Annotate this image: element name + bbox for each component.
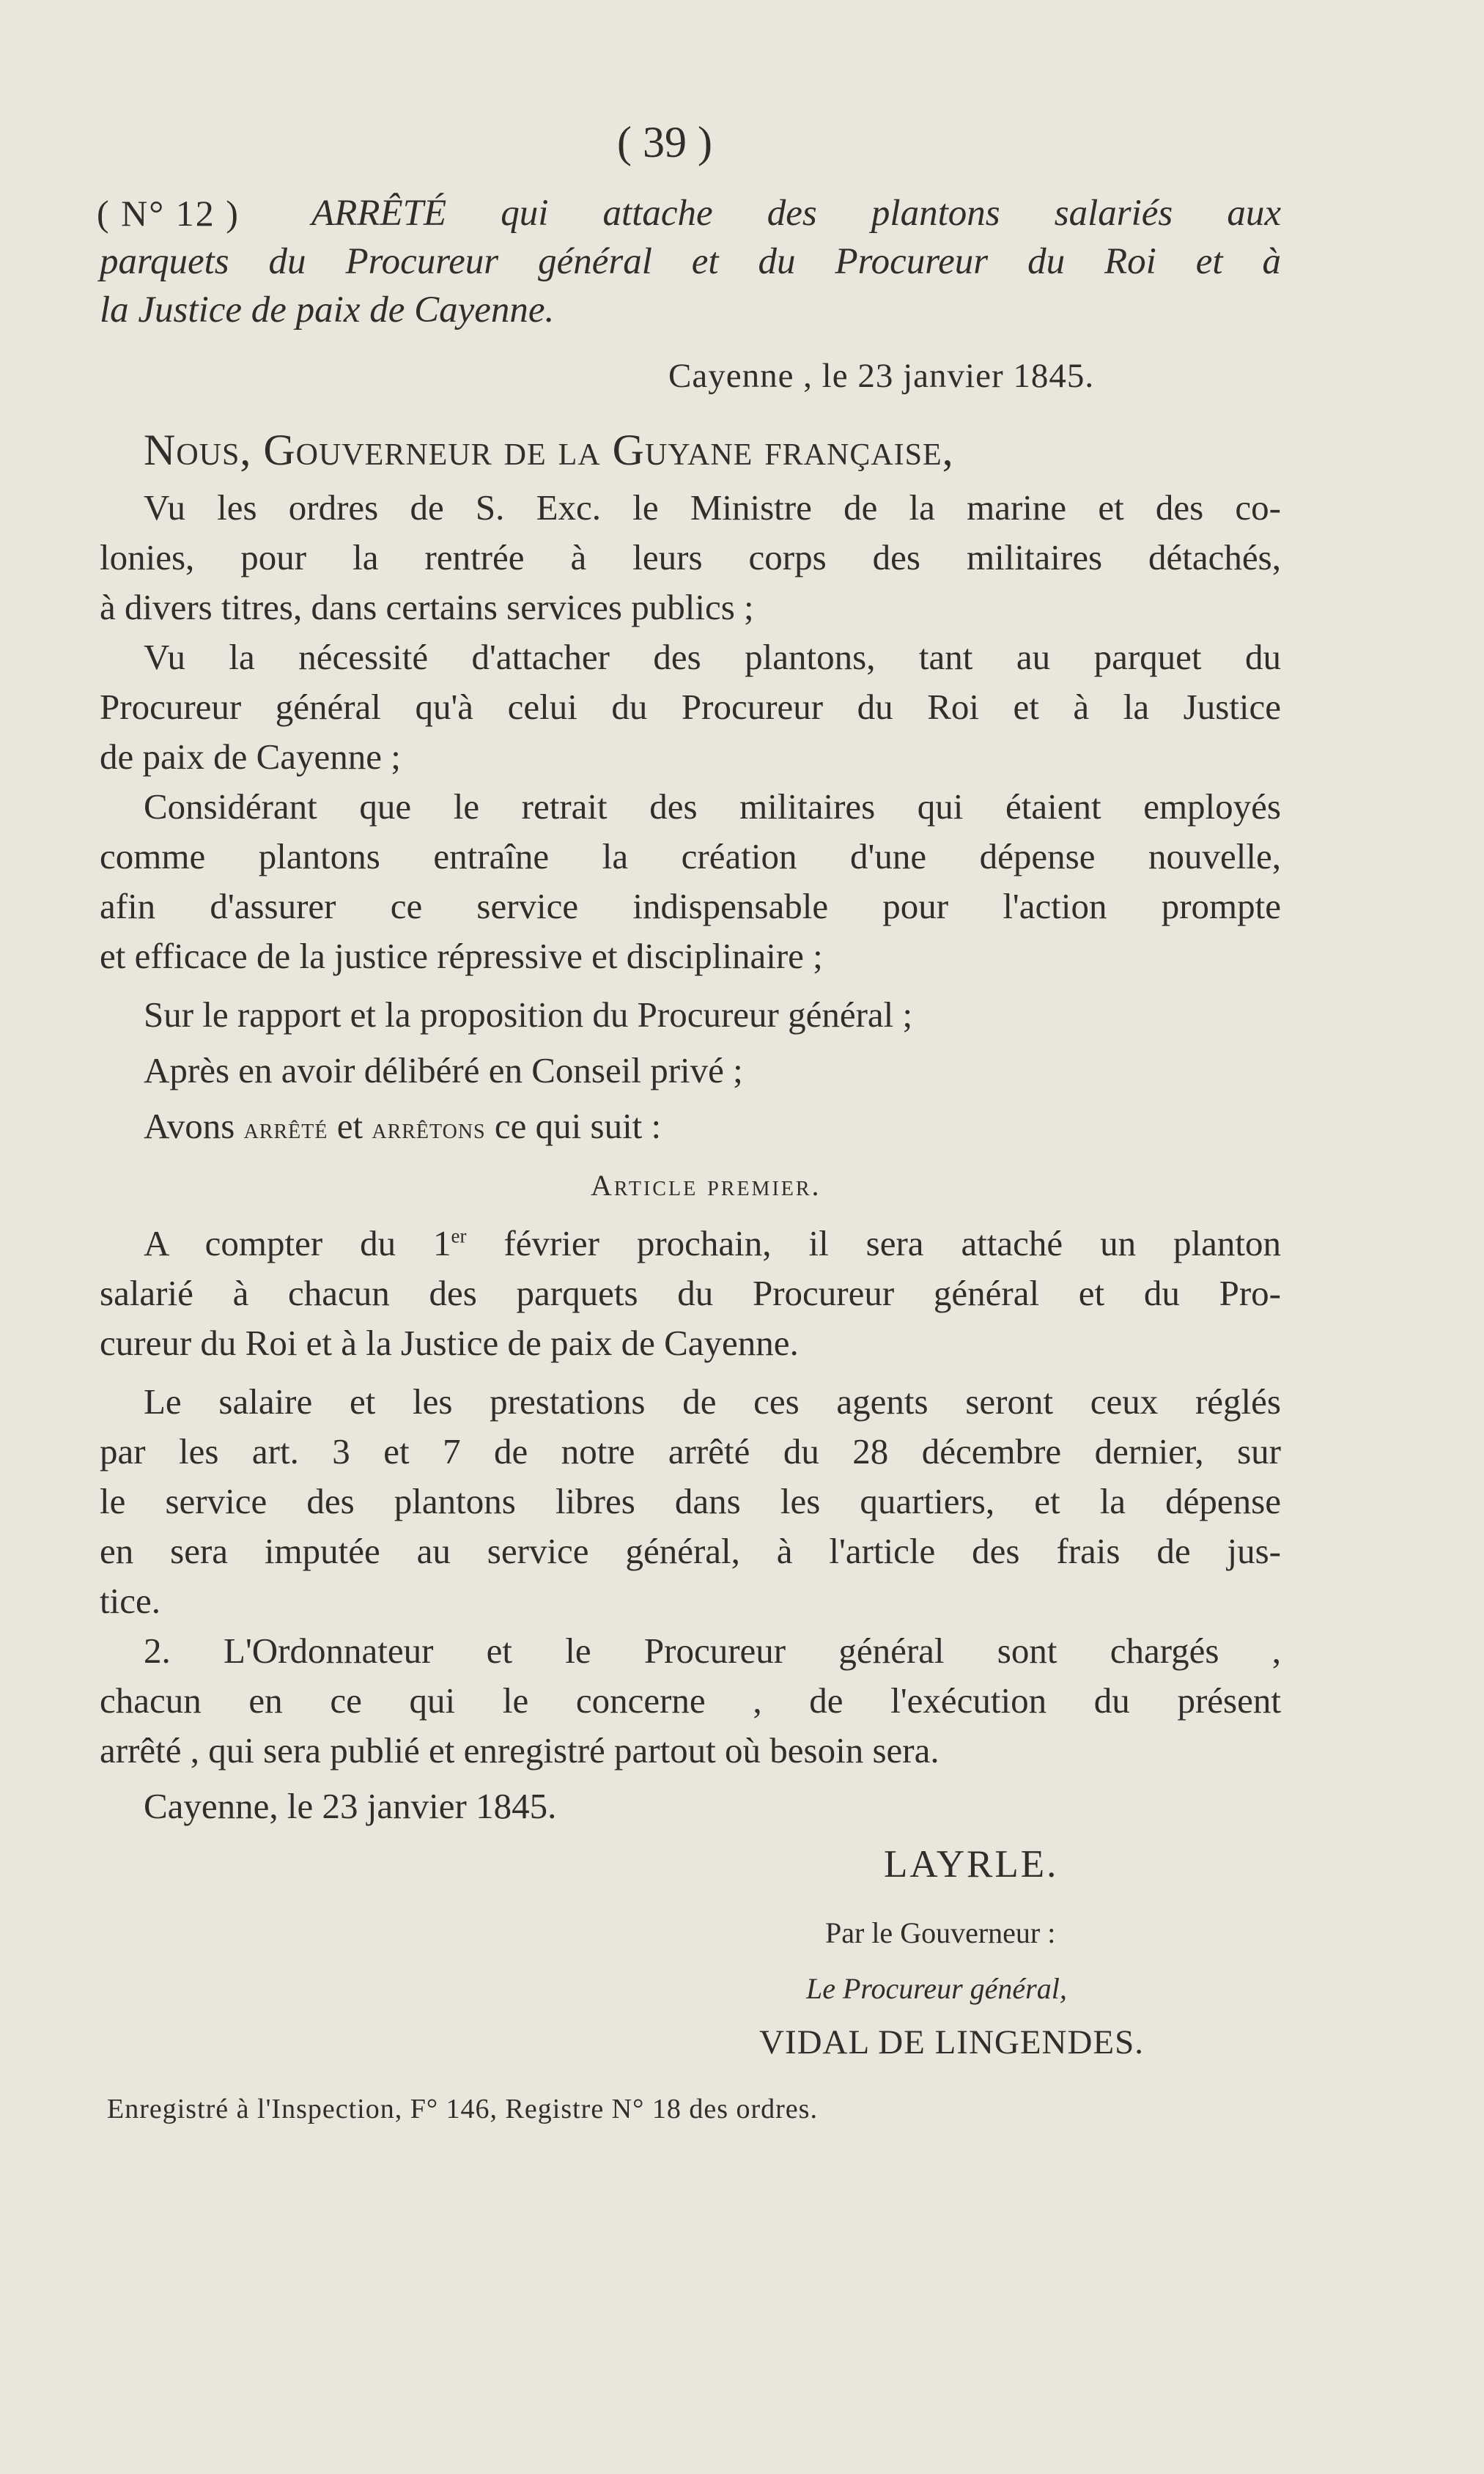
paragraph-line: salarié à chacun des parquets du Procureur général et du Pro-: [100, 1273, 1281, 1313]
paragraph-line: [144, 1222, 1281, 1264]
paragraph-line: Après en avoir délibéré en Conseil privé ;: [144, 1050, 743, 1090]
article-text: A compter du 1: [144, 1223, 451, 1263]
superscript: er: [451, 1225, 467, 1247]
dateline: Cayenne , le 23 janvier 1845.: [668, 357, 1095, 395]
procureur-role: Le Procureur général,: [806, 1972, 1067, 2005]
by-governor-label: Par le Gouverneur :: [825, 1916, 1056, 1949]
paragraph-line: 2. L'Ordonnateur et le Procureur général sont chargés ,: [144, 1631, 1281, 1671]
paragraph-line: à divers titres, dans certains services publics ;: [100, 587, 754, 627]
enacting-word: arrêtons: [372, 1112, 486, 1145]
paragraph-line: Considérant que le retrait des militaires qui étaient employés: [144, 786, 1281, 827]
paragraph-line: arrêté , qui sera publié et enregistré partout où besoin sera.: [100, 1730, 940, 1770]
paragraph-line: tice.: [100, 1581, 160, 1621]
paragraph-line: Vu les ordres de S. Exc. le Ministre de la marine et des co-: [144, 487, 1281, 528]
registration-footer: Enregistré à l'Inspection, F° 146, Registre N° 18 des ordres.: [107, 2094, 818, 2124]
paragraph-line: lonies, pour la rentrée à leurs corps des militaires détachés,: [100, 537, 1281, 577]
paragraph-line: le service des plantons libres dans les quartiers, et la dépense: [100, 1481, 1281, 1521]
enacting-word: arrêté: [243, 1112, 328, 1145]
paragraph-line: de paix de Cayenne ;: [100, 736, 401, 777]
enacting-word: Avons: [144, 1106, 235, 1146]
paragraph-line: afin d'assurer ce service indispensable pour l'action prompte: [100, 886, 1281, 926]
title-line-3: la Justice de paix de Cayenne.: [100, 289, 555, 331]
paragraph-line: Le salaire et les prestations de ces agents seront ceux réglés: [144, 1381, 1281, 1422]
enacting-word: et: [336, 1106, 363, 1146]
paragraph-line: par les art. 3 et 7 de notre arrêté du 28 décembre dernier, sur: [100, 1431, 1281, 1472]
preamble: Nous, Gouverneur de la Guyane française,: [144, 426, 954, 474]
paragraph-line: Sur le rapport et la proposition du Procureur général ;: [144, 994, 913, 1035]
article-text: février prochain, il sera attaché un planton: [466, 1223, 1281, 1263]
paragraph-line: en sera imputée au service général, à l'article des frais de jus-: [100, 1531, 1281, 1571]
page-number: ( 39 ): [617, 118, 712, 166]
governor-signature: LAYRLE.: [884, 1843, 1059, 1886]
closing-dateline: Cayenne, le 23 janvier 1845.: [144, 1786, 557, 1826]
paragraph-line: chacun en ce qui le concerne , de l'exécution du présent: [100, 1680, 1281, 1721]
title-line-1: ARRÊTÉ qui attache des plantons salariés aux: [311, 193, 1281, 234]
paragraph-line: Vu la nécessité d'attacher des plantons, tant au parquet du: [144, 637, 1281, 677]
paragraph-line: cureur du Roi et à la Justice de paix de Cayenne.: [100, 1323, 799, 1363]
paragraph-line: comme plantons entraîne la création d'une dépense nouvelle,: [100, 836, 1281, 876]
article-heading: Article premier.: [591, 1169, 822, 1202]
enacting-clause: [144, 1105, 661, 1147]
procureur-signature: VIDAL DE LINGENDES.: [759, 2023, 1145, 2061]
paragraph-line: et efficace de la justice répressive et disciplinaire ;: [100, 936, 823, 976]
order-number: ( N° 12 ): [97, 193, 240, 234]
paragraph-line: Procureur général qu'à celui du Procureur du Roi et à la Justice: [100, 687, 1281, 727]
enacting-word: ce qui suit :: [494, 1106, 662, 1146]
title-line-2: parquets du Procureur général et du Procureur du Roi et à: [100, 241, 1281, 282]
